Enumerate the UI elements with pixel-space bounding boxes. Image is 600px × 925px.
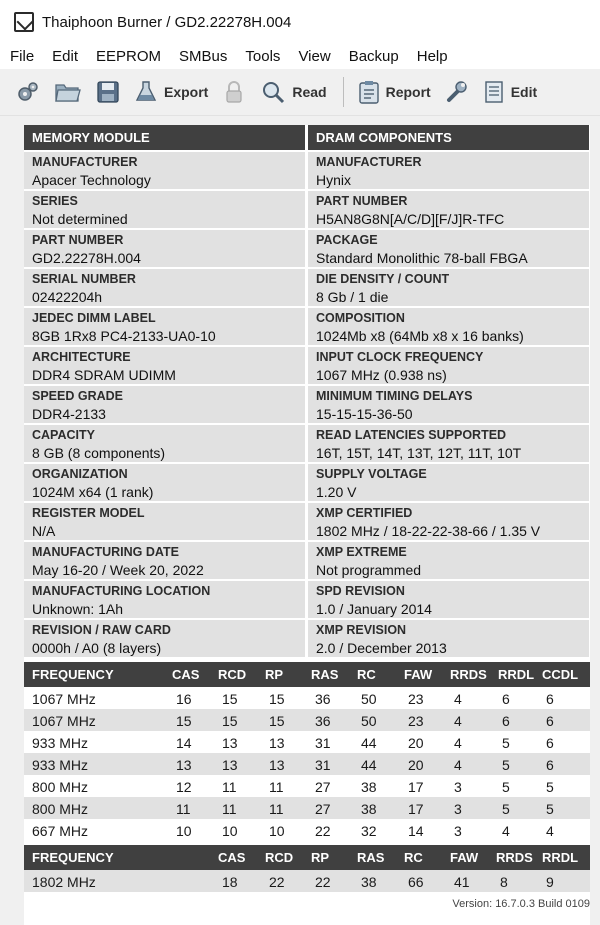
table-cell: 6 xyxy=(502,713,510,729)
table-cell: 933 MHz xyxy=(32,757,89,773)
menu-backup[interactable]: Backup xyxy=(348,48,399,65)
table-cell: 11 xyxy=(222,779,237,795)
col-header: RP xyxy=(265,667,284,682)
info-cell xyxy=(308,581,589,618)
jedec-timing-header xyxy=(24,662,590,687)
table-cell: 16 xyxy=(176,691,192,707)
lock-icon xyxy=(222,80,246,104)
info-cell xyxy=(308,464,589,501)
info-cell xyxy=(24,581,305,618)
table-cell: 50 xyxy=(361,713,377,729)
table-row xyxy=(24,819,590,841)
field-value: May 16-20 / Week 20, 2022 xyxy=(32,562,204,578)
table-cell: 933 MHz xyxy=(32,735,89,751)
table-cell: 4 xyxy=(454,735,462,751)
field-value: 15-15-15-36-50 xyxy=(316,406,413,422)
col-header: RRDL xyxy=(498,667,535,682)
field-label: PART NUMBER xyxy=(316,194,408,208)
table-cell: 14 xyxy=(408,823,424,839)
table-cell: 15 xyxy=(269,713,285,729)
field-value: Unknown: 1Ah xyxy=(32,601,124,617)
table-cell: 1067 MHz xyxy=(32,691,96,707)
info-cell xyxy=(24,347,305,384)
field-label: SUPPLY VOLTAGE xyxy=(316,467,427,481)
table-cell: 17 xyxy=(408,779,424,795)
table-row xyxy=(24,775,590,797)
read-button[interactable] xyxy=(260,80,326,104)
field-label: SERIAL NUMBER xyxy=(32,272,136,286)
table-cell: 5 xyxy=(502,735,510,751)
field-value: Hynix xyxy=(316,172,352,188)
table-cell: 5 xyxy=(502,801,510,817)
field-label: COMPOSITION xyxy=(316,311,405,325)
field-value: Not programmed xyxy=(316,562,422,578)
table-cell: 1067 MHz xyxy=(32,713,96,729)
info-cell xyxy=(24,269,305,306)
table-cell: 5 xyxy=(546,801,554,817)
menu-edit[interactable]: Edit xyxy=(52,48,79,65)
table-row xyxy=(24,797,590,819)
table-cell: 13 xyxy=(269,735,285,751)
table-cell: 4 xyxy=(454,713,462,729)
table-cell: 11 xyxy=(269,779,284,795)
window-title: Thaiphoon Burner / GD2.22278H.004 xyxy=(42,13,292,31)
table-cell: 22 xyxy=(315,823,331,839)
table-cell: 6 xyxy=(546,757,554,773)
table-cell: 15 xyxy=(176,713,192,729)
field-label: MANUFACTURING DATE xyxy=(32,545,179,559)
field-value: Apacer Technology xyxy=(32,172,151,188)
field-value: Not determined xyxy=(32,211,128,227)
table-cell: 15 xyxy=(222,713,238,729)
export-flask-icon xyxy=(134,80,158,104)
info-cell xyxy=(24,191,305,228)
col-header: FAW xyxy=(404,667,433,682)
info-cell xyxy=(308,542,589,579)
table-cell: 667 MHz xyxy=(32,823,89,839)
gears-icon xyxy=(16,80,40,104)
field-label: INPUT CLOCK FREQUENCY xyxy=(316,350,484,364)
table-cell: 9 xyxy=(546,874,554,890)
report-label: Report xyxy=(385,84,431,100)
table-cell: 4 xyxy=(454,691,462,707)
table-cell: 11 xyxy=(222,801,237,817)
table-cell: 36 xyxy=(315,713,331,729)
table-cell: 4 xyxy=(546,823,554,839)
table-cell: 66 xyxy=(408,874,424,890)
memory-module-section xyxy=(24,125,305,657)
menu-smbus[interactable]: SMBus xyxy=(179,48,228,65)
table-cell: 15 xyxy=(269,691,285,707)
table-cell: 27 xyxy=(315,801,331,817)
menu-file[interactable]: File xyxy=(10,48,35,65)
table-cell: 3 xyxy=(454,801,462,817)
table-cell: 8 xyxy=(500,874,508,890)
table-cell: 4 xyxy=(454,757,462,773)
col-header: RAS xyxy=(357,850,385,865)
table-cell: 13 xyxy=(269,757,285,773)
field-label: XMP CERTIFIED xyxy=(316,506,413,520)
table-cell: 38 xyxy=(361,779,377,795)
table-row xyxy=(24,870,590,892)
menu-tools[interactable]: Tools xyxy=(245,48,281,65)
col-header: RC xyxy=(357,667,376,682)
jedec-timing-table xyxy=(24,662,590,841)
table-cell: 800 MHz xyxy=(32,779,89,795)
table-cell: 3 xyxy=(454,823,462,839)
table-cell: 38 xyxy=(361,874,377,890)
col-header: FREQUENCY xyxy=(32,667,114,682)
field-value: 1.0 / January 2014 xyxy=(316,601,432,617)
field-label: CAPACITY xyxy=(32,428,95,442)
table-cell: 5 xyxy=(502,779,510,795)
version-label: Version: 16.7.0.3 Build 0109 xyxy=(452,898,590,910)
edit-document-icon xyxy=(483,80,505,104)
table-cell: 3 xyxy=(454,779,462,795)
field-label: MANUFACTURER xyxy=(316,155,422,169)
field-label: REVISION / RAW CARD xyxy=(32,623,171,637)
tools-button[interactable] xyxy=(445,80,469,104)
dram-components-header: DRAM COMPONENTS xyxy=(308,125,589,150)
field-value: DDR4 SDRAM UDIMM xyxy=(32,367,176,383)
col-header: RCD xyxy=(265,850,294,865)
table-cell: 5 xyxy=(546,779,554,795)
info-cell xyxy=(308,308,589,345)
table-cell: 22 xyxy=(269,874,285,890)
menu-help[interactable]: Help xyxy=(416,48,448,65)
info-cell xyxy=(308,230,589,267)
info-cell xyxy=(24,152,305,189)
field-label: XMP EXTREME xyxy=(316,545,407,559)
table-cell: 11 xyxy=(176,801,191,817)
info-cell xyxy=(24,386,305,423)
table-cell: 13 xyxy=(222,757,238,773)
report-button[interactable] xyxy=(358,80,431,104)
open-button[interactable] xyxy=(54,80,82,104)
table-cell: 5 xyxy=(502,757,510,773)
field-value: N/A xyxy=(32,523,56,539)
col-header: RRDS xyxy=(450,667,487,682)
toolbar-separator xyxy=(343,77,344,107)
table-cell: 6 xyxy=(546,713,554,729)
field-value: 16T, 15T, 14T, 13T, 12T, 11T, 10T xyxy=(316,445,522,461)
save-button[interactable] xyxy=(96,80,120,104)
info-cell xyxy=(308,503,589,540)
field-value: 1.20 V xyxy=(316,484,357,500)
table-cell: 6 xyxy=(546,735,554,751)
info-cell xyxy=(308,425,589,462)
field-value: 8 GB (8 components) xyxy=(32,445,166,461)
table-row xyxy=(24,709,590,731)
table-cell: 23 xyxy=(408,713,424,729)
col-header: FREQUENCY xyxy=(32,850,114,865)
field-value: 1802 MHz / 18-22-22-38-66 / 1.35 V xyxy=(316,523,541,539)
table-row xyxy=(24,753,590,775)
info-cell xyxy=(24,308,305,345)
table-cell: 15 xyxy=(222,691,238,707)
wrench-icon xyxy=(445,80,469,104)
col-header: RCD xyxy=(218,667,247,682)
field-label: SERIES xyxy=(32,194,78,208)
info-cell xyxy=(308,386,589,423)
field-value: 2.0 / December 2013 xyxy=(316,640,447,656)
table-cell: 10 xyxy=(269,823,285,839)
field-value: 1024Mb x8 (64Mb x8 x 16 banks) xyxy=(316,328,524,344)
export-button[interactable] xyxy=(134,80,208,104)
table-cell: 10 xyxy=(222,823,238,839)
col-header: RP xyxy=(311,850,330,865)
magnifier-icon xyxy=(260,80,286,104)
memory-module-header: MEMORY MODULE xyxy=(24,125,305,150)
info-cell xyxy=(24,425,305,462)
col-header: RAS xyxy=(311,667,339,682)
field-value: Standard Monolithic 78-ball FBGA xyxy=(316,250,528,266)
field-value: DDR4-2133 xyxy=(32,406,106,422)
table-cell: 50 xyxy=(361,691,377,707)
settings-button[interactable] xyxy=(16,80,40,104)
save-disk-icon xyxy=(96,80,120,104)
folder-icon xyxy=(54,80,82,104)
menu-view[interactable]: View xyxy=(298,48,331,65)
info-cell xyxy=(308,347,589,384)
field-value: 8GB 1Rx8 PC4-2133-UA0-10 xyxy=(32,328,216,344)
table-cell: 11 xyxy=(269,801,284,817)
table-cell: 41 xyxy=(454,874,470,890)
edit-button[interactable] xyxy=(483,80,537,104)
table-cell: 20 xyxy=(408,757,424,773)
table-cell: 18 xyxy=(222,874,238,890)
table-cell: 31 xyxy=(315,735,331,751)
table-cell: 14 xyxy=(176,735,192,751)
info-cell xyxy=(24,464,305,501)
field-value: 1024M x64 (1 rank) xyxy=(32,484,154,500)
edit-label: Edit xyxy=(510,84,538,100)
col-header: CAS xyxy=(172,667,200,682)
table-row xyxy=(24,731,590,753)
table-cell: 44 xyxy=(361,757,377,773)
col-header: CAS xyxy=(218,850,246,865)
field-label: JEDEC DIMM LABEL xyxy=(32,311,156,325)
field-label: SPEED GRADE xyxy=(32,389,123,403)
field-label: ORGANIZATION xyxy=(32,467,128,481)
menu-eeprom[interactable]: EEPROM xyxy=(96,48,162,65)
field-value: GD2.22278H.004 xyxy=(32,250,141,266)
title-bar xyxy=(0,0,600,44)
field-label: READ LATENCIES SUPPORTED xyxy=(316,428,507,442)
field-label: MANUFACTURER xyxy=(32,155,138,169)
app-logo-icon xyxy=(14,12,34,32)
table-cell: 10 xyxy=(176,823,192,839)
field-value: 8 Gb / 1 die xyxy=(316,289,389,305)
info-cell xyxy=(24,503,305,540)
info-cell xyxy=(24,230,305,267)
info-cell xyxy=(24,542,305,579)
field-label: REGISTER MODEL xyxy=(32,506,145,520)
table-cell: 13 xyxy=(176,757,192,773)
col-header: RRDS xyxy=(496,850,533,865)
field-label: MANUFACTURING LOCATION xyxy=(32,584,211,598)
xmp-timing-header xyxy=(24,845,590,870)
xmp-timing-table xyxy=(24,845,590,892)
menu-bar xyxy=(0,44,600,69)
info-cell xyxy=(308,152,589,189)
table-cell: 22 xyxy=(315,874,331,890)
table-cell: 800 MHz xyxy=(32,801,89,817)
col-header: FAW xyxy=(450,850,479,865)
table-cell: 36 xyxy=(315,691,331,707)
table-cell: 1802 MHz xyxy=(32,874,96,890)
col-header: RC xyxy=(404,850,423,865)
info-cell xyxy=(24,620,305,657)
field-label: XMP REVISION xyxy=(316,623,407,637)
field-value: 02422204h xyxy=(32,289,103,305)
col-header: CCDL xyxy=(542,667,579,682)
toolbar xyxy=(0,69,600,116)
lock-button[interactable] xyxy=(222,80,246,104)
field-label: MINIMUM TIMING DELAYS xyxy=(316,389,473,403)
table-cell: 32 xyxy=(361,823,377,839)
field-value: H5AN8G8N[A/C/D][F/J]R-TFC xyxy=(316,211,505,227)
info-cell xyxy=(308,620,589,657)
table-cell: 20 xyxy=(408,735,424,751)
table-cell: 6 xyxy=(546,691,554,707)
table-cell: 44 xyxy=(361,735,377,751)
table-cell: 27 xyxy=(315,779,331,795)
table-cell: 12 xyxy=(176,779,192,795)
field-value: 0000h / A0 (8 layers) xyxy=(32,640,162,656)
table-cell: 4 xyxy=(502,823,510,839)
report-clipboard-icon xyxy=(358,80,380,104)
read-label: Read xyxy=(292,84,327,100)
table-cell: 38 xyxy=(361,801,377,817)
field-label: SPD REVISION xyxy=(316,584,405,598)
field-label: ARCHITECTURE xyxy=(32,350,131,364)
spd-report-panel xyxy=(24,125,590,925)
info-cell xyxy=(308,269,589,306)
table-row xyxy=(24,687,590,709)
field-value: 1067 MHz (0.938 ns) xyxy=(316,367,447,383)
table-cell: 13 xyxy=(222,735,238,751)
table-cell: 17 xyxy=(408,801,424,817)
table-cell: 6 xyxy=(502,691,510,707)
dram-components-section xyxy=(308,125,589,657)
field-label: PART NUMBER xyxy=(32,233,124,247)
table-cell: 31 xyxy=(315,757,331,773)
field-label: PACKAGE xyxy=(316,233,378,247)
field-label: DIE DENSITY / COUNT xyxy=(316,272,450,286)
col-header: RRDL xyxy=(542,850,579,865)
export-label: Export xyxy=(164,84,209,100)
info-cell xyxy=(308,191,589,228)
table-cell: 23 xyxy=(408,691,424,707)
